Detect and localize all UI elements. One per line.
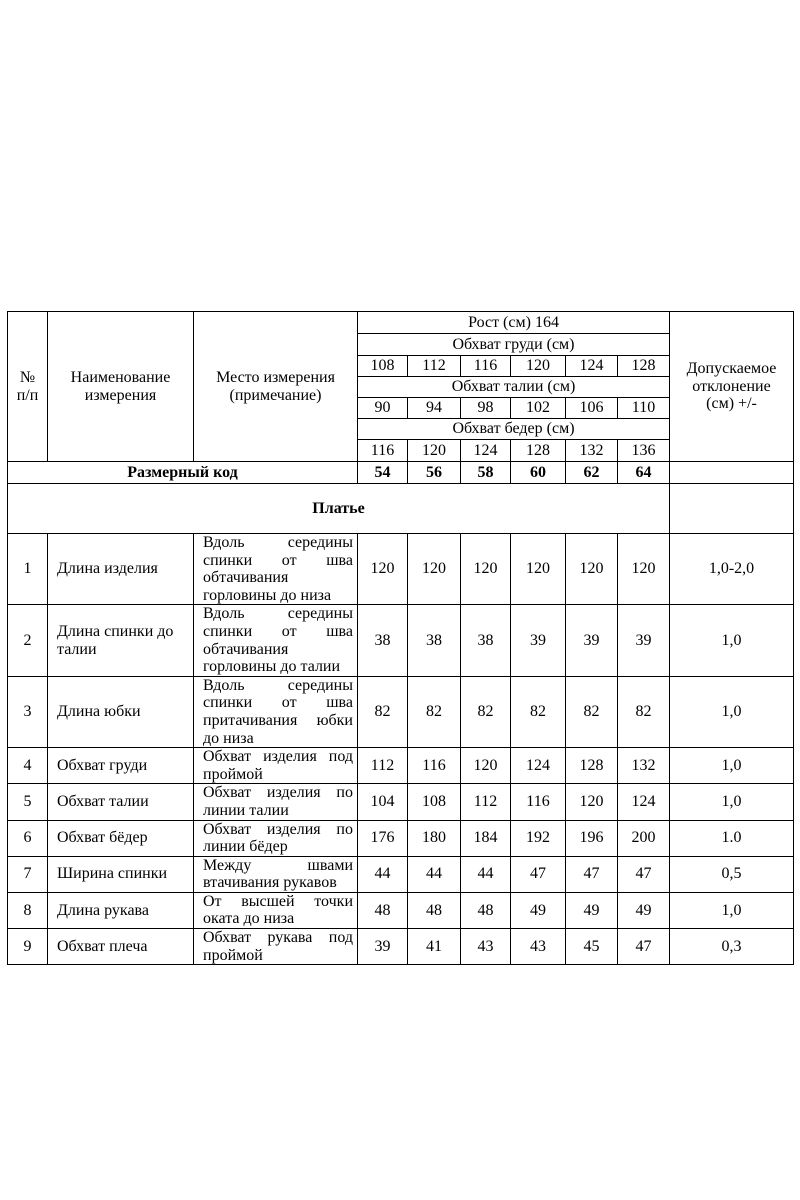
waist-size-value: 98 (461, 398, 511, 419)
table-row (8, 784, 794, 820)
measurement-value: 82 (618, 676, 670, 747)
measurement-value: 47 (618, 856, 670, 892)
hips-size-value: 124 (461, 440, 511, 462)
measurement-name: Обхват плеча (48, 929, 194, 965)
hips-size-value: 136 (618, 440, 670, 462)
measurement-name: Обхват груди (48, 748, 194, 784)
measurement-value: 41 (408, 929, 461, 965)
size-code-value: 60 (511, 462, 566, 484)
table-row (8, 820, 794, 856)
col-header-name (48, 312, 194, 462)
measurement-value: 112 (461, 784, 511, 820)
col-header-tolerance-text: Допускаемое отклонение (см) +/- (686, 360, 777, 413)
waist-size-value: 90 (358, 398, 408, 419)
chest-size-value: 112 (408, 356, 461, 377)
waist-size-value: 94 (408, 398, 461, 419)
waist-label: Обхват талии (см) (358, 377, 670, 398)
measurement-value: 82 (408, 676, 461, 747)
tolerance-value: 1,0 (670, 784, 794, 820)
measurement-value: 38 (461, 605, 511, 676)
measurement-name: Длина юбки (48, 676, 194, 747)
measurement-place: Вдоль середины спинки от шва обтачивания горловины до низа (194, 534, 358, 605)
row-number: 1 (8, 534, 48, 605)
size-code-value: 58 (461, 462, 511, 484)
measurement-name: Длина рукава (48, 892, 194, 928)
col-header-number (8, 312, 48, 462)
measurement-value: 120 (461, 748, 511, 784)
size-code-value: 64 (618, 462, 670, 484)
section-title-spacer (670, 484, 794, 534)
measurement-value: 120 (566, 784, 618, 820)
size-code-value: 62 (566, 462, 618, 484)
measurement-value: 82 (358, 676, 408, 747)
measurement-value: 38 (408, 605, 461, 676)
measurement-table (7, 311, 794, 965)
size-code-value: 56 (408, 462, 461, 484)
measurement-value: 108 (408, 784, 461, 820)
tolerance-value: 1,0 (670, 892, 794, 928)
hips-label: Обхват бедер (см) (358, 419, 670, 440)
measurement-value: 39 (358, 929, 408, 965)
measurement-value: 128 (566, 748, 618, 784)
measurement-value: 47 (566, 856, 618, 892)
measurement-value: 200 (618, 820, 670, 856)
measurement-place: Вдоль середины спинки от шва обтачивания горловины до талии (194, 605, 358, 676)
measurement-value: 39 (566, 605, 618, 676)
measurement-value: 124 (618, 784, 670, 820)
measurement-place: Обхват изделия по линии бёдер (194, 820, 358, 856)
measurement-value: 82 (461, 676, 511, 747)
measurement-value: 82 (511, 676, 566, 747)
tolerance-value: 1.0 (670, 820, 794, 856)
tolerance-value: 1,0 (670, 676, 794, 747)
measurement-value: 192 (511, 820, 566, 856)
tolerance-value: 1,0 (670, 605, 794, 676)
tolerance-value: 0,5 (670, 856, 794, 892)
measurement-value: 38 (358, 605, 408, 676)
measurement-value: 48 (461, 892, 511, 928)
measurement-value: 43 (511, 929, 566, 965)
measurement-value: 116 (408, 748, 461, 784)
measurement-value: 49 (566, 892, 618, 928)
hips-size-value: 128 (511, 440, 566, 462)
measurement-value: 120 (511, 534, 566, 605)
measurement-value: 44 (461, 856, 511, 892)
chest-size-value: 128 (618, 356, 670, 377)
row-number: 4 (8, 748, 48, 784)
height-label: Рост (см) 164 (358, 312, 670, 334)
measurement-value: 176 (358, 820, 408, 856)
row-number: 6 (8, 820, 48, 856)
measurement-value: 112 (358, 748, 408, 784)
measurement-value: 48 (358, 892, 408, 928)
table-row (8, 748, 794, 784)
measurement-place: Вдоль середины спинки от шва притачивания юбки до низа (194, 676, 358, 747)
table-row (8, 892, 794, 928)
measurement-value: 44 (408, 856, 461, 892)
col-header-place-text: Место измерения (примечание) (216, 368, 335, 404)
row-number: 2 (8, 605, 48, 676)
measurement-value: 82 (566, 676, 618, 747)
chest-label: Обхват груди (см) (358, 334, 670, 356)
measurement-name: Длина изделия (48, 534, 194, 605)
measurement-value: 44 (358, 856, 408, 892)
measurement-place: От высшей точки оката до низа (194, 892, 358, 928)
measurement-value: 180 (408, 820, 461, 856)
table-row (8, 605, 794, 676)
chest-size-value: 108 (358, 356, 408, 377)
row-number: 9 (8, 929, 48, 965)
measurement-value: 120 (408, 534, 461, 605)
measurement-place: Обхват изделия по линии талии (194, 784, 358, 820)
measurement-value: 116 (511, 784, 566, 820)
measurement-value: 196 (566, 820, 618, 856)
waist-size-value: 110 (618, 398, 670, 419)
size-code-tolerance-blank (670, 462, 794, 484)
row-number: 7 (8, 856, 48, 892)
measurement-value: 39 (511, 605, 566, 676)
measurement-place: Обхват изделия под проймой (194, 748, 358, 784)
measurement-value: 39 (618, 605, 670, 676)
measurement-value: 184 (461, 820, 511, 856)
tolerance-value: 1,0-2,0 (670, 534, 794, 605)
measurement-name: Обхват талии (48, 784, 194, 820)
table-row (8, 929, 794, 965)
col-header-name-text: Наименование измерения (70, 368, 171, 404)
measurement-value: 120 (358, 534, 408, 605)
measurement-value: 47 (618, 929, 670, 965)
measurement-value: 47 (511, 856, 566, 892)
measurement-name: Ширина спинки (48, 856, 194, 892)
size-code-label: Размерный код (8, 462, 358, 484)
measurement-value: 120 (618, 534, 670, 605)
measurement-place: Между швами втачивания рукавов (194, 856, 358, 892)
measurement-value: 124 (511, 748, 566, 784)
measurement-value: 120 (566, 534, 618, 605)
col-header-number-text: № п/п (16, 368, 39, 404)
measurement-value: 104 (358, 784, 408, 820)
chest-size-value: 120 (511, 356, 566, 377)
measurement-name: Обхват бёдер (48, 820, 194, 856)
measurement-value: 43 (461, 929, 511, 965)
row-number: 3 (8, 676, 48, 747)
tolerance-value: 1,0 (670, 748, 794, 784)
chest-size-value: 116 (461, 356, 511, 377)
hips-size-value: 120 (408, 440, 461, 462)
table-row (8, 856, 794, 892)
table-row (8, 676, 794, 747)
measurement-value: 49 (511, 892, 566, 928)
measurement-place: Обхват рукава под проймой (194, 929, 358, 965)
size-code-value: 54 (358, 462, 408, 484)
measurement-value: 120 (461, 534, 511, 605)
measurement-name: Длина спинки до талии (48, 605, 194, 676)
hips-size-value: 132 (566, 440, 618, 462)
table-row (8, 534, 794, 605)
section-title: Платье (8, 484, 670, 534)
tolerance-value: 0,3 (670, 929, 794, 965)
row-number: 8 (8, 892, 48, 928)
measurement-value: 49 (618, 892, 670, 928)
waist-size-value: 106 (566, 398, 618, 419)
chest-size-value: 124 (566, 356, 618, 377)
waist-size-value: 102 (511, 398, 566, 419)
measurement-value: 45 (566, 929, 618, 965)
hips-size-value: 116 (358, 440, 408, 462)
measurement-value: 132 (618, 748, 670, 784)
row-number: 5 (8, 784, 48, 820)
col-header-tolerance (670, 312, 794, 462)
measurement-value: 48 (408, 892, 461, 928)
col-header-place (194, 312, 358, 462)
